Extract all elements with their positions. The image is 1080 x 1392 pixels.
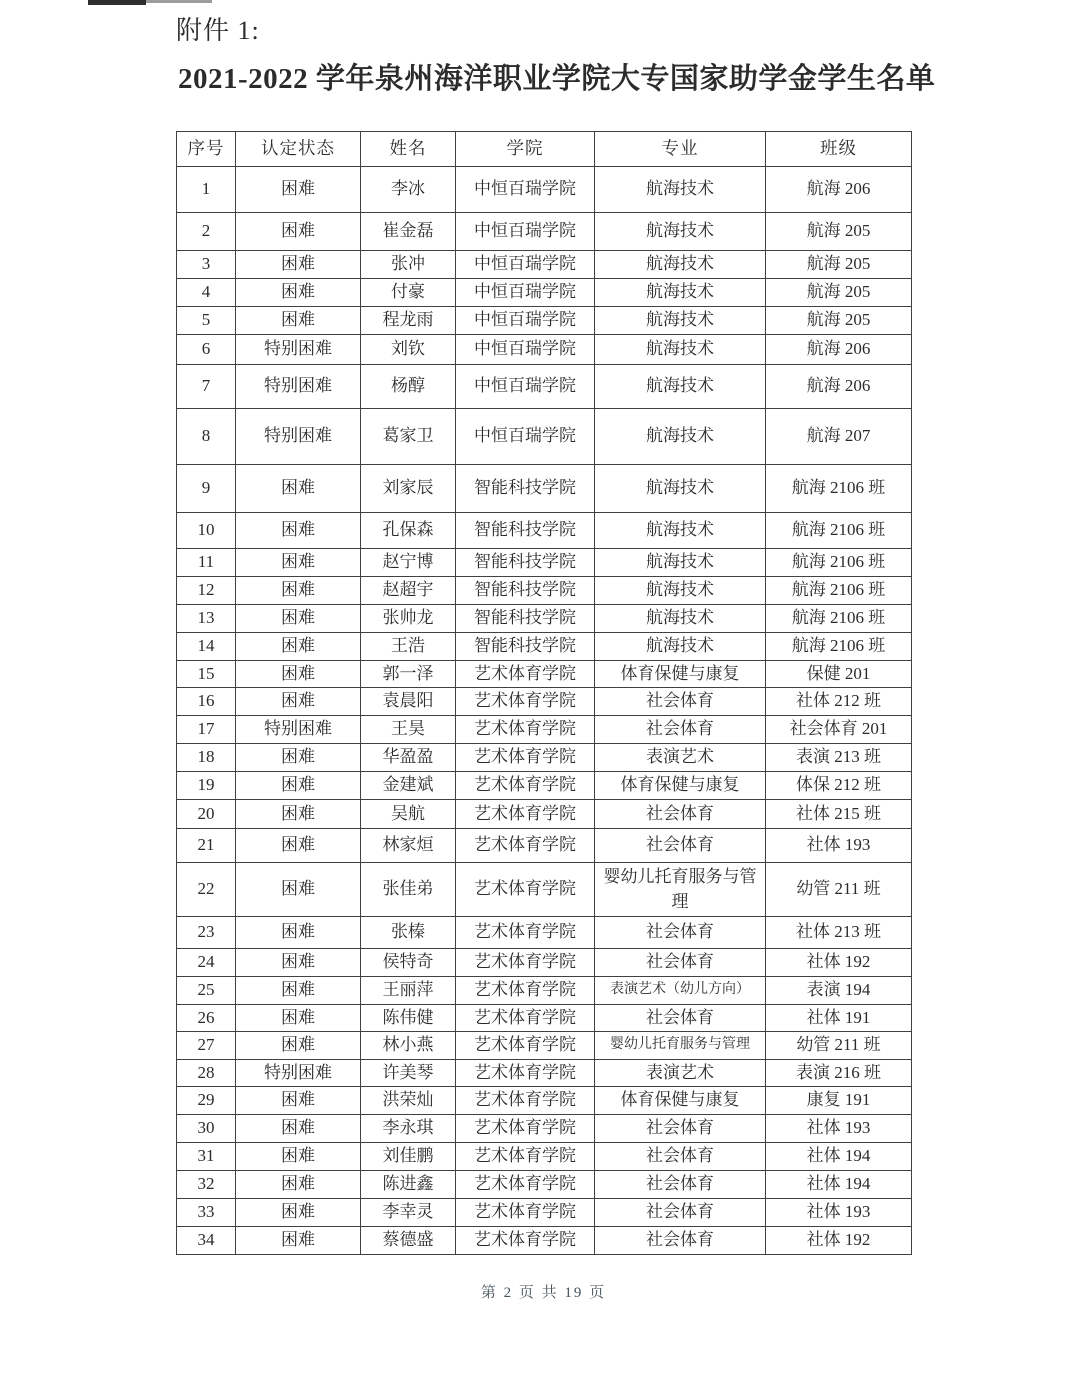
- cell-seq: 18: [177, 744, 236, 772]
- cell-major: 航海技术: [595, 633, 766, 661]
- table-row: [177, 917, 912, 949]
- table-row: [177, 744, 912, 772]
- column-header-class: 班级: [766, 132, 912, 167]
- page-title: 2021-2022 学年泉州海洋职业学院大专国家助学金学生名单: [178, 63, 936, 95]
- cell-seq: 7: [177, 365, 236, 409]
- table-row: [177, 977, 912, 1005]
- cell-name: 程龙雨: [361, 307, 456, 335]
- cell-status: 困难: [236, 279, 361, 307]
- cell-status: 困难: [236, 661, 361, 688]
- cell-seq: 31: [177, 1143, 236, 1171]
- cell-status: 特别困难: [236, 409, 361, 465]
- student-roster-table: [176, 131, 912, 1255]
- cell-major: 航海技术: [595, 307, 766, 335]
- table-row: [177, 1115, 912, 1143]
- attachment-label: 附件 1:: [176, 16, 260, 45]
- cell-seq: 34: [177, 1227, 236, 1255]
- cell-class: 航海 205: [766, 307, 912, 335]
- cell-college: 艺术体育学院: [456, 744, 595, 772]
- cell-major: 社会体育: [595, 1171, 766, 1199]
- cell-college: 艺术体育学院: [456, 1143, 595, 1171]
- cell-class: 社体 213 班: [766, 917, 912, 949]
- cell-class: 航海 2106 班: [766, 465, 912, 513]
- cell-seq: 15: [177, 661, 236, 688]
- cell-status: 困难: [236, 213, 361, 251]
- cell-class: 社体 194: [766, 1171, 912, 1199]
- table-row: [177, 1032, 912, 1060]
- cell-major: 体育保健与康复: [595, 772, 766, 800]
- cell-seq: 24: [177, 949, 236, 977]
- cell-college: 艺术体育学院: [456, 1115, 595, 1143]
- scan-artifact-mark: [88, 0, 146, 5]
- cell-college: 智能科技学院: [456, 605, 595, 633]
- cell-name: 蔡德盛: [361, 1227, 456, 1255]
- cell-seq: 5: [177, 307, 236, 335]
- table-row: [177, 365, 912, 409]
- cell-major: 社会体育: [595, 1227, 766, 1255]
- cell-major: 社会体育: [595, 716, 766, 744]
- cell-college: 艺术体育学院: [456, 863, 595, 917]
- cell-name: 林家烜: [361, 829, 456, 863]
- cell-status: 困难: [236, 949, 361, 977]
- cell-college: 艺术体育学院: [456, 661, 595, 688]
- table-row: [177, 1199, 912, 1227]
- cell-name: 赵宁博: [361, 549, 456, 577]
- cell-major: 婴幼儿托育服务与管理: [595, 863, 766, 917]
- cell-seq: 13: [177, 605, 236, 633]
- cell-class: 航海 205: [766, 251, 912, 279]
- cell-status: 困难: [236, 251, 361, 279]
- table-row: [177, 772, 912, 800]
- cell-status: 困难: [236, 772, 361, 800]
- column-header-seq: 序号: [177, 132, 236, 167]
- column-header-college: 学院: [456, 132, 595, 167]
- cell-name: 陈伟健: [361, 1005, 456, 1032]
- table-row: [177, 167, 912, 213]
- cell-status: 困难: [236, 307, 361, 335]
- cell-status: 困难: [236, 917, 361, 949]
- cell-class: 康复 191: [766, 1087, 912, 1115]
- cell-college: 中恒百瑞学院: [456, 279, 595, 307]
- cell-major: 航海技术: [595, 465, 766, 513]
- table-row: [177, 1227, 912, 1255]
- cell-college: 中恒百瑞学院: [456, 213, 595, 251]
- cell-name: 郭一泽: [361, 661, 456, 688]
- cell-college: 智能科技学院: [456, 465, 595, 513]
- table-row: [177, 577, 912, 605]
- cell-class: 表演 213 班: [766, 744, 912, 772]
- cell-name: 袁晨阳: [361, 688, 456, 716]
- table-row: [177, 409, 912, 465]
- cell-seq: 4: [177, 279, 236, 307]
- cell-name: 李冰: [361, 167, 456, 213]
- table-row: [177, 863, 912, 917]
- cell-name: 刘佳鹏: [361, 1143, 456, 1171]
- table-row: [177, 549, 912, 577]
- cell-status: 困难: [236, 605, 361, 633]
- cell-name: 王丽萍: [361, 977, 456, 1005]
- cell-name: 张帅龙: [361, 605, 456, 633]
- cell-class: 航海 205: [766, 279, 912, 307]
- cell-major: 社会体育: [595, 1115, 766, 1143]
- cell-name: 吴航: [361, 800, 456, 829]
- cell-seq: 3: [177, 251, 236, 279]
- cell-college: 艺术体育学院: [456, 772, 595, 800]
- cell-major: 航海技术: [595, 513, 766, 549]
- table-row: [177, 465, 912, 513]
- page-footer: 第 2 页 共 19 页: [480, 1285, 607, 1301]
- table-row: [177, 335, 912, 365]
- cell-class: 航海 205: [766, 213, 912, 251]
- table-row: [177, 1005, 912, 1032]
- cell-seq: 14: [177, 633, 236, 661]
- cell-status: 困难: [236, 744, 361, 772]
- cell-major: 航海技术: [595, 365, 766, 409]
- cell-seq: 30: [177, 1115, 236, 1143]
- cell-status: 困难: [236, 1087, 361, 1115]
- cell-college: 艺术体育学院: [456, 949, 595, 977]
- cell-class: 社体 192: [766, 949, 912, 977]
- column-header-name: 姓名: [361, 132, 456, 167]
- table-row: [177, 279, 912, 307]
- cell-major: 航海技术: [595, 605, 766, 633]
- cell-status: 困难: [236, 1171, 361, 1199]
- cell-college: 艺术体育学院: [456, 800, 595, 829]
- cell-class: 航海 2106 班: [766, 633, 912, 661]
- cell-seq: 32: [177, 1171, 236, 1199]
- table-header: [177, 132, 912, 167]
- table-row: [177, 1171, 912, 1199]
- column-header-major: 专业: [595, 132, 766, 167]
- cell-status: 特别困难: [236, 1060, 361, 1087]
- cell-college: 艺术体育学院: [456, 1032, 595, 1060]
- table-row: [177, 307, 912, 335]
- cell-class: 社体 212 班: [766, 688, 912, 716]
- cell-college: 艺术体育学院: [456, 1199, 595, 1227]
- cell-status: 困难: [236, 688, 361, 716]
- cell-status: 困难: [236, 863, 361, 917]
- cell-status: 困难: [236, 1032, 361, 1060]
- cell-major: 航海技术: [595, 213, 766, 251]
- cell-college: 中恒百瑞学院: [456, 167, 595, 213]
- table-row: [177, 513, 912, 549]
- table-row: [177, 800, 912, 829]
- cell-class: 社会体育 201: [766, 716, 912, 744]
- cell-status: 困难: [236, 1143, 361, 1171]
- cell-name: 杨醇: [361, 365, 456, 409]
- cell-class: 幼管 211 班: [766, 1032, 912, 1060]
- table-row: [177, 605, 912, 633]
- cell-seq: 16: [177, 688, 236, 716]
- cell-seq: 12: [177, 577, 236, 605]
- cell-seq: 10: [177, 513, 236, 549]
- table-row: [177, 716, 912, 744]
- cell-college: 中恒百瑞学院: [456, 335, 595, 365]
- cell-major: 婴幼儿托育服务与管理: [595, 1032, 766, 1060]
- cell-major: 社会体育: [595, 829, 766, 863]
- table-row: [177, 633, 912, 661]
- cell-class: 航海 2106 班: [766, 513, 912, 549]
- cell-college: 智能科技学院: [456, 577, 595, 605]
- cell-major: 社会体育: [595, 688, 766, 716]
- cell-class: 航海 2106 班: [766, 605, 912, 633]
- cell-name: 林小燕: [361, 1032, 456, 1060]
- table-row: [177, 251, 912, 279]
- cell-major: 航海技术: [595, 251, 766, 279]
- cell-college: 艺术体育学院: [456, 688, 595, 716]
- cell-class: 保健 201: [766, 661, 912, 688]
- cell-status: 困难: [236, 1199, 361, 1227]
- cell-seq: 2: [177, 213, 236, 251]
- scan-artifact-mark: [146, 0, 212, 3]
- cell-status: 特别困难: [236, 716, 361, 744]
- cell-major: 航海技术: [595, 577, 766, 605]
- cell-class: 航海 206: [766, 167, 912, 213]
- cell-name: 金建斌: [361, 772, 456, 800]
- cell-college: 艺术体育学院: [456, 1087, 595, 1115]
- cell-seq: 11: [177, 549, 236, 577]
- cell-name: 华盈盈: [361, 744, 456, 772]
- cell-seq: 8: [177, 409, 236, 465]
- cell-college: 中恒百瑞学院: [456, 365, 595, 409]
- cell-class: 社体 192: [766, 1227, 912, 1255]
- cell-major: 社会体育: [595, 1143, 766, 1171]
- cell-college: 艺术体育学院: [456, 716, 595, 744]
- cell-major: 航海技术: [595, 167, 766, 213]
- cell-status: 特别困难: [236, 335, 361, 365]
- cell-class: 表演 194: [766, 977, 912, 1005]
- cell-class: 航海 2106 班: [766, 577, 912, 605]
- cell-seq: 22: [177, 863, 236, 917]
- cell-class: 航海 207: [766, 409, 912, 465]
- cell-seq: 33: [177, 1199, 236, 1227]
- cell-college: 艺术体育学院: [456, 977, 595, 1005]
- cell-major: 航海技术: [595, 279, 766, 307]
- cell-name: 葛家卫: [361, 409, 456, 465]
- table-row: [177, 661, 912, 688]
- cell-major: 社会体育: [595, 1005, 766, 1032]
- cell-name: 陈进鑫: [361, 1171, 456, 1199]
- table-row: [177, 949, 912, 977]
- cell-class: 幼管 211 班: [766, 863, 912, 917]
- cell-major: 航海技术: [595, 335, 766, 365]
- cell-class: 航海 206: [766, 335, 912, 365]
- cell-major: 航海技术: [595, 549, 766, 577]
- cell-status: 困难: [236, 167, 361, 213]
- cell-college: 艺术体育学院: [456, 917, 595, 949]
- table-row: [177, 1143, 912, 1171]
- cell-seq: 21: [177, 829, 236, 863]
- cell-major: 航海技术: [595, 409, 766, 465]
- cell-class: 社体 193: [766, 829, 912, 863]
- table-row: [177, 688, 912, 716]
- column-header-status: 认定状态: [236, 132, 361, 167]
- cell-college: 艺术体育学院: [456, 1171, 595, 1199]
- cell-name: 张佳弟: [361, 863, 456, 917]
- cell-name: 侯特奇: [361, 949, 456, 977]
- cell-name: 刘钦: [361, 335, 456, 365]
- table-row: [177, 1060, 912, 1087]
- cell-college: 中恒百瑞学院: [456, 251, 595, 279]
- cell-status: 困难: [236, 513, 361, 549]
- cell-name: 张榛: [361, 917, 456, 949]
- cell-name: 刘家辰: [361, 465, 456, 513]
- cell-name: 王浩: [361, 633, 456, 661]
- cell-status: 困难: [236, 633, 361, 661]
- cell-college: 艺术体育学院: [456, 1060, 595, 1087]
- cell-seq: 29: [177, 1087, 236, 1115]
- cell-class: 社体 193: [766, 1199, 912, 1227]
- cell-class: 表演 216 班: [766, 1060, 912, 1087]
- cell-name: 王昊: [361, 716, 456, 744]
- cell-name: 李幸灵: [361, 1199, 456, 1227]
- cell-class: 航海 206: [766, 365, 912, 409]
- cell-status: 特别困难: [236, 365, 361, 409]
- table-row: [177, 213, 912, 251]
- cell-major: 表演艺术（幼儿方向）: [595, 977, 766, 1005]
- cell-status: 困难: [236, 1227, 361, 1255]
- cell-major: 社会体育: [595, 949, 766, 977]
- cell-college: 中恒百瑞学院: [456, 409, 595, 465]
- cell-seq: 9: [177, 465, 236, 513]
- cell-seq: 1: [177, 167, 236, 213]
- cell-seq: 28: [177, 1060, 236, 1087]
- cell-college: 艺术体育学院: [456, 829, 595, 863]
- cell-major: 表演艺术: [595, 1060, 766, 1087]
- cell-status: 困难: [236, 829, 361, 863]
- cell-seq: 6: [177, 335, 236, 365]
- table-row: [177, 829, 912, 863]
- cell-class: 社体 215 班: [766, 800, 912, 829]
- cell-name: 洪荣灿: [361, 1087, 456, 1115]
- cell-seq: 26: [177, 1005, 236, 1032]
- cell-name: 李永琪: [361, 1115, 456, 1143]
- cell-major: 社会体育: [595, 800, 766, 829]
- cell-college: 中恒百瑞学院: [456, 307, 595, 335]
- cell-status: 困难: [236, 1005, 361, 1032]
- cell-college: 智能科技学院: [456, 513, 595, 549]
- cell-major: 体育保健与康复: [595, 661, 766, 688]
- cell-status: 困难: [236, 465, 361, 513]
- cell-status: 困难: [236, 977, 361, 1005]
- cell-college: 艺术体育学院: [456, 1227, 595, 1255]
- cell-status: 困难: [236, 800, 361, 829]
- cell-class: 社体 191: [766, 1005, 912, 1032]
- cell-name: 孔保森: [361, 513, 456, 549]
- cell-status: 困难: [236, 577, 361, 605]
- cell-class: 航海 2106 班: [766, 549, 912, 577]
- cell-seq: 25: [177, 977, 236, 1005]
- cell-major: 体育保健与康复: [595, 1087, 766, 1115]
- cell-name: 崔金磊: [361, 213, 456, 251]
- cell-college: 智能科技学院: [456, 633, 595, 661]
- cell-class: 社体 193: [766, 1115, 912, 1143]
- cell-status: 困难: [236, 1115, 361, 1143]
- cell-seq: 20: [177, 800, 236, 829]
- cell-seq: 19: [177, 772, 236, 800]
- cell-major: 表演艺术: [595, 744, 766, 772]
- cell-college: 艺术体育学院: [456, 1005, 595, 1032]
- cell-major: 社会体育: [595, 917, 766, 949]
- cell-class: 社体 194: [766, 1143, 912, 1171]
- cell-seq: 17: [177, 716, 236, 744]
- cell-major: 社会体育: [595, 1199, 766, 1227]
- cell-name: 付豪: [361, 279, 456, 307]
- table-row: [177, 1087, 912, 1115]
- cell-status: 困难: [236, 549, 361, 577]
- cell-seq: 23: [177, 917, 236, 949]
- cell-college: 智能科技学院: [456, 549, 595, 577]
- cell-name: 许美琴: [361, 1060, 456, 1087]
- cell-seq: 27: [177, 1032, 236, 1060]
- cell-name: 张冲: [361, 251, 456, 279]
- cell-name: 赵超宇: [361, 577, 456, 605]
- cell-class: 体保 212 班: [766, 772, 912, 800]
